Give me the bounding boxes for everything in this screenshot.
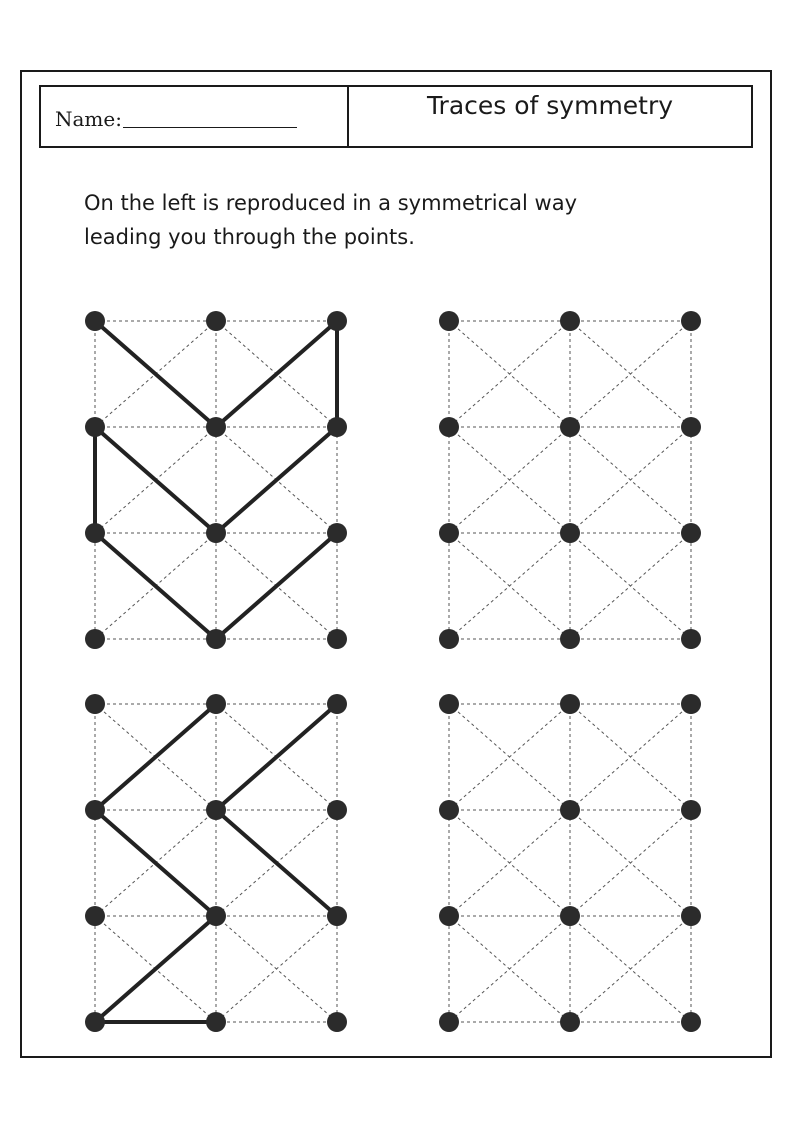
grid-dot[interactable]	[327, 800, 347, 820]
grid-dot[interactable]	[206, 311, 226, 331]
grid-dot[interactable]	[681, 629, 701, 649]
grid-dot[interactable]	[681, 523, 701, 543]
trace-path	[95, 704, 216, 1022]
grid-dot[interactable]	[681, 417, 701, 437]
grid-dot[interactable]	[206, 523, 226, 543]
grid-dot[interactable]	[85, 629, 105, 649]
grid-dot[interactable]	[206, 1012, 226, 1032]
grid-dot[interactable]	[85, 311, 105, 331]
grid-dot[interactable]	[560, 523, 580, 543]
grid-dot[interactable]	[85, 906, 105, 926]
dot-grid-top-left[interactable]	[85, 311, 347, 649]
grid-dot[interactable]	[327, 523, 347, 543]
dot-grid-bottom-left[interactable]	[85, 694, 347, 1032]
grid-dot[interactable]	[439, 629, 459, 649]
grid-dot[interactable]	[327, 629, 347, 649]
grid-dot[interactable]	[327, 906, 347, 926]
grid-dot[interactable]	[206, 417, 226, 437]
grid-dot[interactable]	[327, 417, 347, 437]
grid-dot[interactable]	[327, 694, 347, 714]
instructions-line-2: leading you through the points.	[84, 225, 415, 249]
grid-dot[interactable]	[681, 694, 701, 714]
grid-lines	[449, 704, 691, 1022]
grid-dot[interactable]	[681, 311, 701, 331]
grid-lines	[95, 704, 337, 1022]
name-label: Name:	[55, 107, 122, 131]
grid-dot[interactable]	[560, 800, 580, 820]
grid-dot[interactable]	[560, 906, 580, 926]
grid-dot[interactable]	[85, 523, 105, 543]
dot-grid-top-right[interactable]	[439, 311, 701, 649]
grid-dot[interactable]	[206, 906, 226, 926]
grid-dot[interactable]	[560, 417, 580, 437]
grid-dot[interactable]	[560, 1012, 580, 1032]
grid-dot[interactable]	[439, 1012, 459, 1032]
grid-dot[interactable]	[85, 800, 105, 820]
grid-dot[interactable]	[560, 311, 580, 331]
grid-lines	[95, 321, 337, 639]
grid-dot[interactable]	[327, 1012, 347, 1032]
grid-dot[interactable]	[681, 906, 701, 926]
instructions-line-1: On the left is reproduced in a symmetrical way	[84, 191, 578, 215]
grid-dot[interactable]	[560, 629, 580, 649]
grid-dot[interactable]	[681, 1012, 701, 1032]
grid-dot[interactable]	[560, 694, 580, 714]
worksheet-title: Traces of symmetry	[426, 91, 674, 120]
grid-dot[interactable]	[85, 417, 105, 437]
grid-dot[interactable]	[206, 694, 226, 714]
grid-dot[interactable]	[439, 311, 459, 331]
grid-dot[interactable]	[206, 800, 226, 820]
grid-dot[interactable]	[439, 800, 459, 820]
dot-grid-bottom-right[interactable]	[439, 694, 701, 1032]
grid-dot[interactable]	[327, 311, 347, 331]
grid-dot[interactable]	[681, 800, 701, 820]
grid-dot[interactable]	[439, 417, 459, 437]
grid-dot[interactable]	[439, 523, 459, 543]
grid-lines	[449, 321, 691, 639]
grid-dot[interactable]	[85, 694, 105, 714]
grid-dot[interactable]	[85, 1012, 105, 1032]
grid-dot[interactable]	[439, 694, 459, 714]
grid-dot[interactable]	[206, 629, 226, 649]
grid-dot[interactable]	[439, 906, 459, 926]
